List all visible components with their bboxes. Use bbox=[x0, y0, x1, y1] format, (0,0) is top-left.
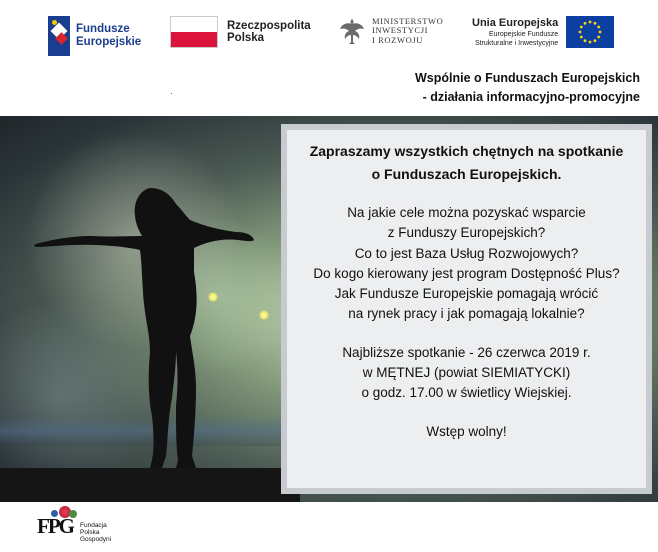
meeting-place-line: w MĘTNEJ (powiat SIEMIATYCKI) bbox=[362, 365, 571, 381]
ministerstwo-logo-line3: I ROZWOJU bbox=[372, 34, 423, 45]
invitation-title-line2: o Funduszach Europejskich. bbox=[371, 166, 562, 182]
fundusze-europejskie-logo bbox=[48, 16, 141, 56]
eagle-emblem-icon bbox=[338, 16, 366, 46]
headline-line1: Wspólnie o Funduszach Europejskich bbox=[414, 71, 640, 85]
unia-europejska-logo bbox=[472, 16, 614, 48]
invitation-panel bbox=[281, 124, 652, 494]
question-line: Do kogo kierowany jest program Dostępność Plus? bbox=[313, 265, 620, 281]
ministerstwo-logo-line2: INWESTYCJI bbox=[372, 25, 429, 36]
invitation-title-line1: Zapraszamy wszystkich chętnych na spotkanie bbox=[309, 143, 624, 159]
eu-flag-icon bbox=[566, 16, 614, 48]
fpg-line2: Polska bbox=[80, 529, 100, 537]
ministerstwo-logo bbox=[338, 16, 443, 46]
woman-silhouette-icon bbox=[0, 116, 300, 502]
fpg-mark: FPG bbox=[37, 514, 73, 538]
unia-logo-line2: Europejskie Fundusze bbox=[488, 30, 559, 38]
fundusze-logo-line1: Fundusze bbox=[76, 23, 130, 35]
question-line: z Funduszy Europejskich? bbox=[387, 225, 546, 241]
logo-strip bbox=[0, 0, 658, 62]
fpg-line3: Gospodyni bbox=[80, 536, 112, 544]
rzeczpospolita-polska-logo bbox=[170, 16, 311, 48]
fundacja-polska-gospodyni-logo bbox=[37, 504, 117, 548]
question-line: Na jakie cele można pozyskać wsparcie bbox=[347, 205, 586, 220]
meeting-date-line: Najbliższe spotkanie - 26 czerwca 2019 r. bbox=[342, 344, 591, 360]
stray-mark: . bbox=[170, 86, 173, 97]
fundusze-logo-line2: Europejskie bbox=[76, 36, 142, 48]
fundusze-europejskie-flag-icon bbox=[48, 16, 70, 56]
campaign-headline bbox=[415, 69, 640, 107]
polish-flag-icon bbox=[170, 16, 218, 48]
ministerstwo-logo-line1: MINISTERSTWO bbox=[372, 15, 444, 26]
rzeczpospolita-logo-line1: Rzeczpospolita bbox=[227, 20, 311, 32]
rzeczpospolita-logo-line2: Polska bbox=[227, 32, 265, 44]
question-line: na rynek pracy i jak pomagają lokalnie? bbox=[348, 306, 585, 322]
light-bulb-icon bbox=[208, 292, 218, 302]
question-line: Co to jest Baza Usług Rozwojowych? bbox=[354, 245, 579, 261]
question-line: Jak Fundusze Europejskie pomagają wrócić bbox=[334, 286, 599, 302]
light-bulb-icon bbox=[259, 310, 269, 320]
fpg-line1: Fundacja bbox=[80, 522, 107, 529]
unia-logo-line1: Unia Europejska bbox=[472, 16, 559, 29]
eu-stars-icon bbox=[566, 16, 614, 48]
admission-note: Wstęp wolny! bbox=[426, 423, 507, 439]
unia-logo-line3: Strukturalne i Inwestycyjne bbox=[474, 39, 559, 47]
meeting-time-line: o godz. 17.00 w świetlicy Wiejskiej. bbox=[361, 385, 572, 401]
headline-line2: - działania informacyjno-promocyjne bbox=[422, 90, 640, 104]
